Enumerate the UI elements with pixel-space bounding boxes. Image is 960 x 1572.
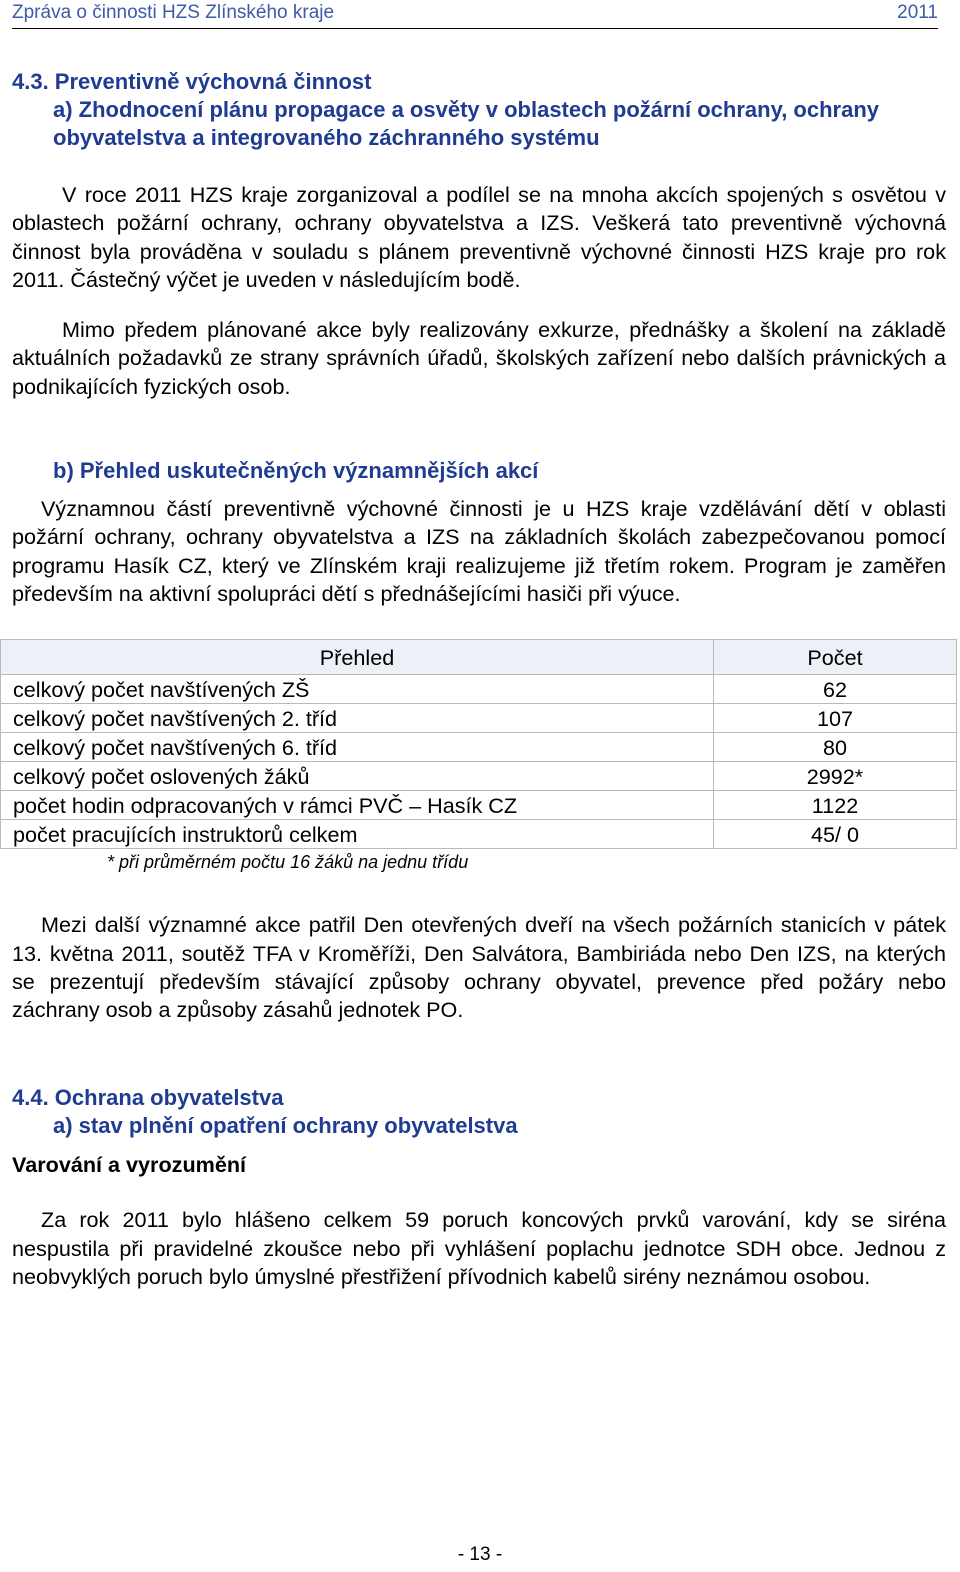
section-4-4-heading: 4.4. Ochrana obyvatelstva — [12, 1085, 284, 1111]
table-header-overview: Přehled — [1, 640, 714, 675]
section-4-4-a-heading: a) stav plnění opatření ochrany obyvatelstva — [53, 1113, 518, 1139]
table-row — [1, 733, 957, 762]
table-cell-value: 1122 — [714, 791, 957, 820]
paragraph-sirens: Za rok 2011 bylo hlášeno celkem 59 poruch koncových prvků varování, kdy se siréna nespustila při pravidelné zkoušce nebo při vyhlášení poplachu jednotce SDH obce. Jednou z neobvyklých poruch bylo úmyslné přestřižení přívodnich kabelů sirény neznámou osobou. — [12, 1207, 946, 1290]
table-cell-label: celkový počet navštívených 6. tříd — [1, 733, 714, 762]
table-row — [1, 762, 957, 791]
table-cell-value: 80 — [714, 733, 957, 762]
table-header-count: Počet — [714, 640, 957, 675]
table-header-row — [1, 640, 957, 675]
paragraph-events: Mezi další významné akce patřil Den otevřených dveří na všech požárních stanicích v pátek 13. května 2011, soutěž TFA v Kroměříži, Den Salvátora, Bambiriáda nebo Den IZS, na kterých se prezentují především stávající způsoby ochrany obyvatel, prevence před požáry nebo záchrany osob a způsoby zásahů jednotek PO. — [12, 912, 946, 1023]
document-body — [12, 68, 946, 1291]
paragraph-intro: V roce 2011 HZS kraje zorganizoval a podílel se na mnoha akcích spojených s osvětou v oblastech požární ochrany, ochrany obyvatelstva a IZS. Veškerá tato preventivně výchovná činnost byla prováděna v souladu s plánem preventivně výchovné činnosti HZS kraje pro rok 2011. Částečný výčet je uveden v následujícím bodě. — [12, 182, 946, 292]
subheading-warning: Varování a vyrozumění — [12, 1152, 247, 1178]
section-4-3-heading: 4.3. Preventivně výchovná činnost — [12, 69, 372, 94]
header-year: 2011 — [897, 2, 938, 23]
table-row — [1, 675, 957, 704]
paragraph-hasik: Významnou částí preventivně výchovné činnosti je u HZS kraje vzdělávání dětí v oblasti požární ochrany, ochrany obyvatelstva a IZS na základních školách zabezpečovanou pomocí programu Hasík CZ, který ve Zlínském kraji realizujeme již třetím rokem. Program je zaměřen především na aktivní spolupráci dětí s přednášejícími hasiči při výuce. — [12, 496, 946, 606]
table-cell-label: celkový počet oslovených žáků — [1, 762, 714, 791]
table-cell-value: 62 — [714, 675, 957, 704]
header-title: Zpráva o činnosti HZS Zlínského kraje — [12, 2, 335, 23]
page-header — [12, 0, 938, 29]
paragraph-excursions: Mimo předem plánované akce byly realizovány exkurze, přednášky a školení na základě aktuálních požadavků ze strany správních úřadů, školských zařízení nebo dalších právnických a podnikajících fyzických osob. — [12, 317, 946, 399]
table-cell-value: 107 — [714, 704, 957, 733]
overview-table — [0, 639, 957, 849]
page-number: - 13 - — [457, 1544, 503, 1565]
table-row — [1, 704, 957, 733]
table-row — [1, 820, 957, 849]
table-cell-label: počet pracujících instruktorů celkem — [1, 820, 714, 849]
section-4-3-b-heading: b) Přehled uskutečněných významnějších akcí — [53, 458, 539, 484]
table-cell-label: celkový počet navštívených 2. tříd — [1, 704, 714, 733]
table-footnote: * při průměrném počtu 16 žáků na jednu třídu — [107, 852, 469, 873]
table-cell-label: počet hodin odpracovaných v rámci PVČ – Hasík CZ — [1, 791, 714, 820]
table-row — [1, 791, 957, 820]
table-cell-value: 45/ 0 — [714, 820, 957, 849]
table-cell-value: 2992* — [714, 762, 957, 791]
section-4-3-a-heading: a) Zhodnocení plánu propagace a osvěty v oblastech požární ochrany, ochrany obyvatelstva a integrovaného záchranného systému — [53, 97, 879, 150]
table-cell-label: celkový počet navštívených ZŠ — [1, 675, 714, 704]
